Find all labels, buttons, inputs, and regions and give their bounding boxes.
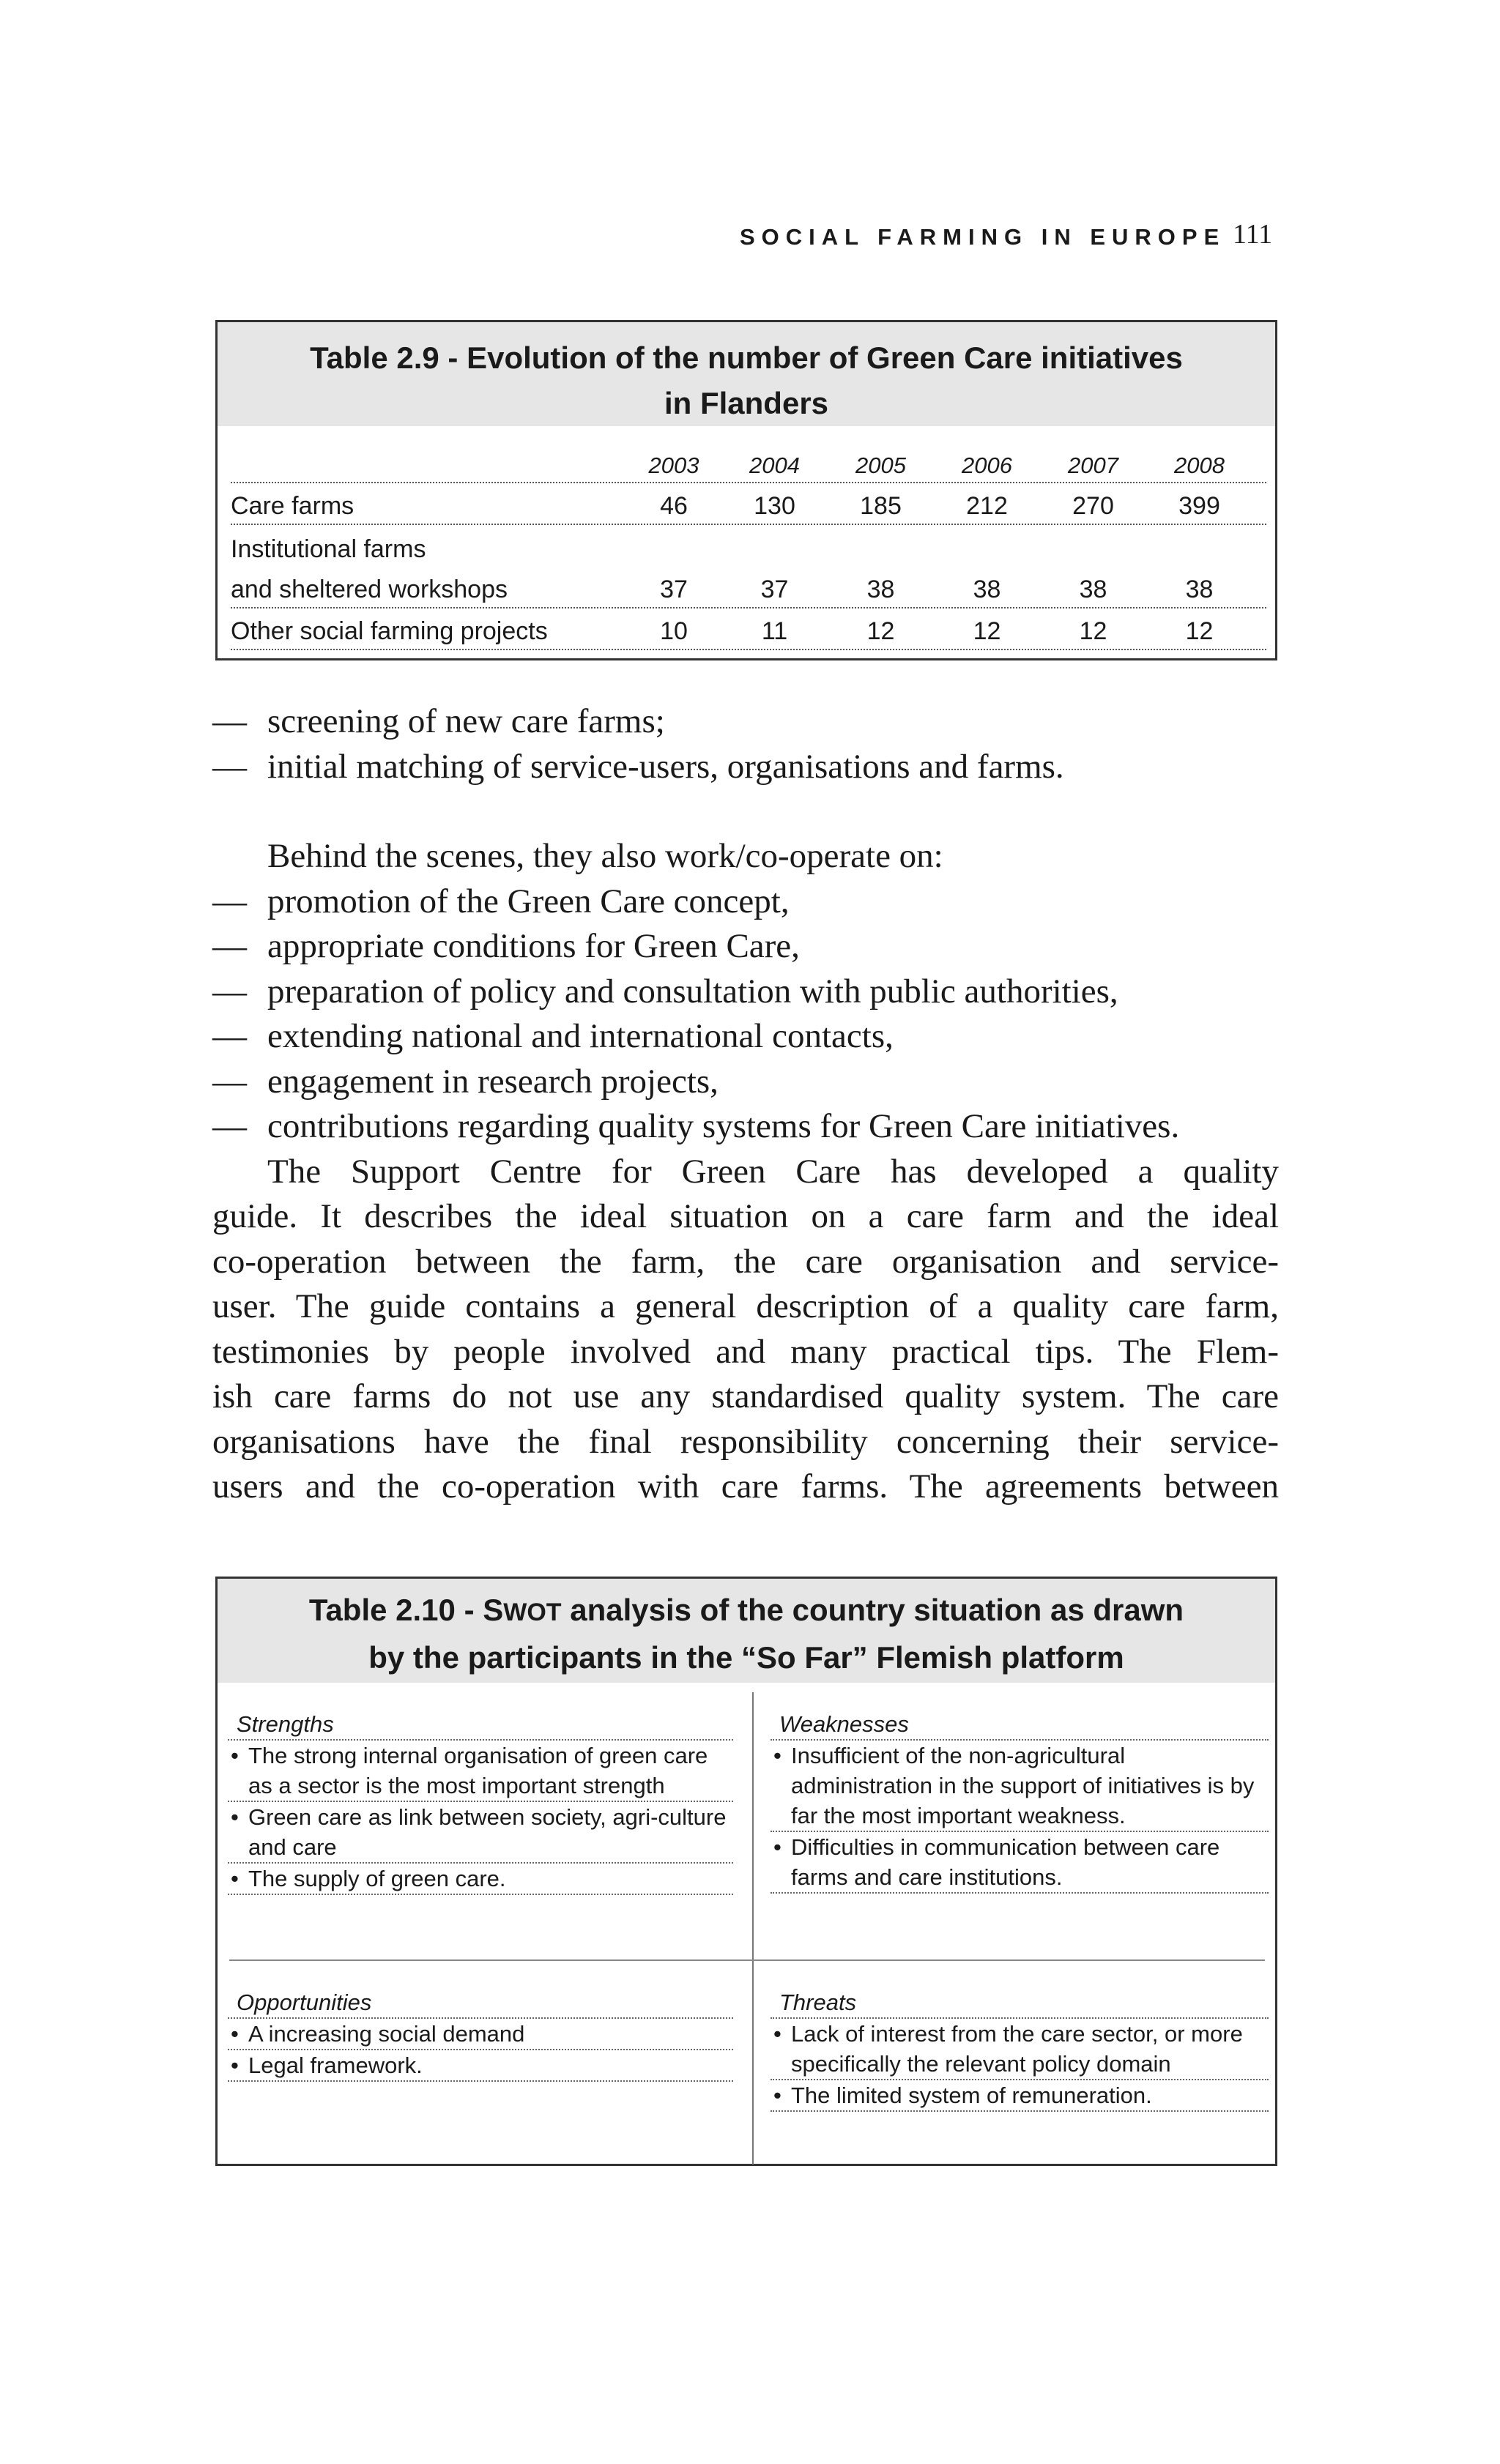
intro-line: Behind the scenes, they also work/co-operate on: [267,837,943,875]
opportunities-title: Opportunities [228,1987,733,2019]
threats-title: Threats [771,1987,1269,2019]
list-item: • The limited system of remuneration. [771,2080,1269,2112]
list-item: • The supply of green care. [228,1864,733,1895]
list-item: • Legal framework. [228,2050,733,2082]
year-header: 2005 [855,453,906,478]
paragraph-line: testimonies by people involved and many practical tips. The Flem- [212,1332,1279,1371]
dash-mark: — [212,1017,247,1055]
page-number: 111 [1233,219,1273,250]
paragraph-line: organisations have the final responsibility concerning their service- [212,1422,1279,1461]
table-row [231,567,1266,608]
year-header: 2007 [1068,453,1118,478]
table-2-9-caption-line1: Table 2.9 - Evolution of the number of Green Care initiatives [310,340,1183,375]
cell: 38 [866,576,895,603]
dash-mark: — [212,1107,247,1145]
cell: 11 [761,617,788,645]
table-2-10-caption-line1 [218,1588,1275,1635]
cell: 37 [760,576,789,603]
dash-item [212,1014,1279,1060]
dash-mark: — [212,1062,247,1101]
strengths-quadrant [228,1709,733,1895]
year-header: 2006 [962,453,1012,478]
table-row [231,608,1266,650]
cell: 37 [660,576,688,603]
cell: 12 [1079,617,1107,645]
paragraph-line: The Support Centre for Green Care has developed a quality [267,1152,1279,1191]
caption-prefix: Table 2.10 - S [308,1593,504,1627]
dash-mark: — [212,747,247,786]
list-item: • Difficulties in communication between care farms and care institutions. [771,1832,1269,1894]
threats-quadrant [771,1987,1269,2112]
dash-item-text: initial matching of service-users, organisations and farms. [267,747,1064,786]
year-header: 2003 [648,453,699,478]
list-item: • Lack of interest from the care sector, or more specifically the relevant policy domain [771,2019,1269,2080]
caption-smallcaps: WOT [503,1598,562,1626]
cell: 12 [973,617,1001,645]
year-header: 2004 [749,453,800,478]
dash-item-text: extending national and international contacts, [267,1017,894,1055]
running-title: SOCIAL FARMING IN EUROPE [740,224,1226,250]
list-item: • The strong internal organisation of green care as a sector is the most important strength [228,1741,733,1802]
dash-mark: — [212,972,247,1010]
dash-item-text: contributions regarding quality systems for Green Care initiatives. [267,1107,1180,1145]
cell: 212 [966,492,1008,520]
row-label: Institutional farms [231,535,426,563]
list-item: • A increasing social demand [228,2019,733,2050]
year-header: 2008 [1174,453,1225,478]
cell: 130 [754,492,795,520]
row-label: Other social farming projects [231,617,548,645]
paragraph-line: ish care farms do not use any standardised quality system. The care [212,1377,1279,1415]
row-label: and sheltered workshops [231,576,508,603]
cell: 12 [866,617,895,645]
table-row [231,525,1266,567]
table-row [231,483,1266,525]
cell: 185 [860,492,902,520]
weaknesses-quadrant [771,1709,1269,1894]
row-label: Care farms [231,492,354,520]
dash-mark: — [212,927,247,965]
table-2-10-caption [218,1579,1275,1683]
table-2-9-caption-line2: in Flanders [664,386,829,420]
dash-item-text: screening of new care farms; [267,702,665,740]
list-item: • Insufficient of the non-agricultural administration in the support of initiatives is by far the most important weakness. [771,1741,1269,1832]
cell: 46 [660,492,688,520]
dash-item-text: preparation of policy and consultation with public authorities, [267,972,1118,1010]
cell: 12 [1185,617,1214,645]
paragraph-line: user. The guide contains a general description of a quality care farm, [212,1287,1279,1325]
dash-item [212,1060,1279,1105]
dash-item-text: promotion of the Green Care concept, [267,882,790,920]
caption-rest: analysis of the country situation as drawn [561,1593,1184,1627]
paragraph [212,1150,1279,1510]
cell: 270 [1072,492,1114,520]
dash-item [212,969,1279,1015]
dash-item-text: appropriate conditions for Green Care, [267,927,800,965]
table-2-10-caption-line2: by the participants in the “So Far” Flemish platform [368,1640,1124,1675]
quadrant-divider-vertical [752,1692,754,2165]
paragraph-line: users and the co-operation with care farms. The agreements between [212,1467,1279,1505]
cell: 38 [1079,576,1107,603]
cell: 399 [1178,492,1220,520]
quadrant-divider-horizontal [229,1959,1265,1961]
dash-item [212,924,1279,969]
weaknesses-title: Weaknesses [771,1709,1269,1741]
table-2-9 [215,320,1277,660]
dash-item [212,879,1279,925]
dash-item [212,745,1279,790]
paragraph-line: guide. It describes the ideal situation on a care farm and the ideal [212,1197,1279,1235]
table-header-row [231,448,1266,483]
dash-item [212,1104,1279,1150]
dash-item [212,699,1279,745]
opportunities-quadrant [228,1987,733,2082]
table-2-9-grid [231,448,1266,650]
dash-mark: — [212,882,247,920]
cell: 38 [973,576,1001,603]
table-2-10-swot [215,1577,1277,2166]
cell: 10 [660,617,688,645]
list-item: • Green care as link between society, agri-culture and care [228,1802,733,1864]
dash-mark: — [212,702,247,740]
cell: 38 [1185,576,1214,603]
body-text [212,699,1279,1510]
table-2-9-caption [218,322,1275,426]
paragraph-line: co-operation between the farm, the care organisation and service- [212,1242,1279,1281]
dash-item-text: engagement in research projects, [267,1062,719,1101]
strengths-title: Strengths [228,1709,733,1741]
